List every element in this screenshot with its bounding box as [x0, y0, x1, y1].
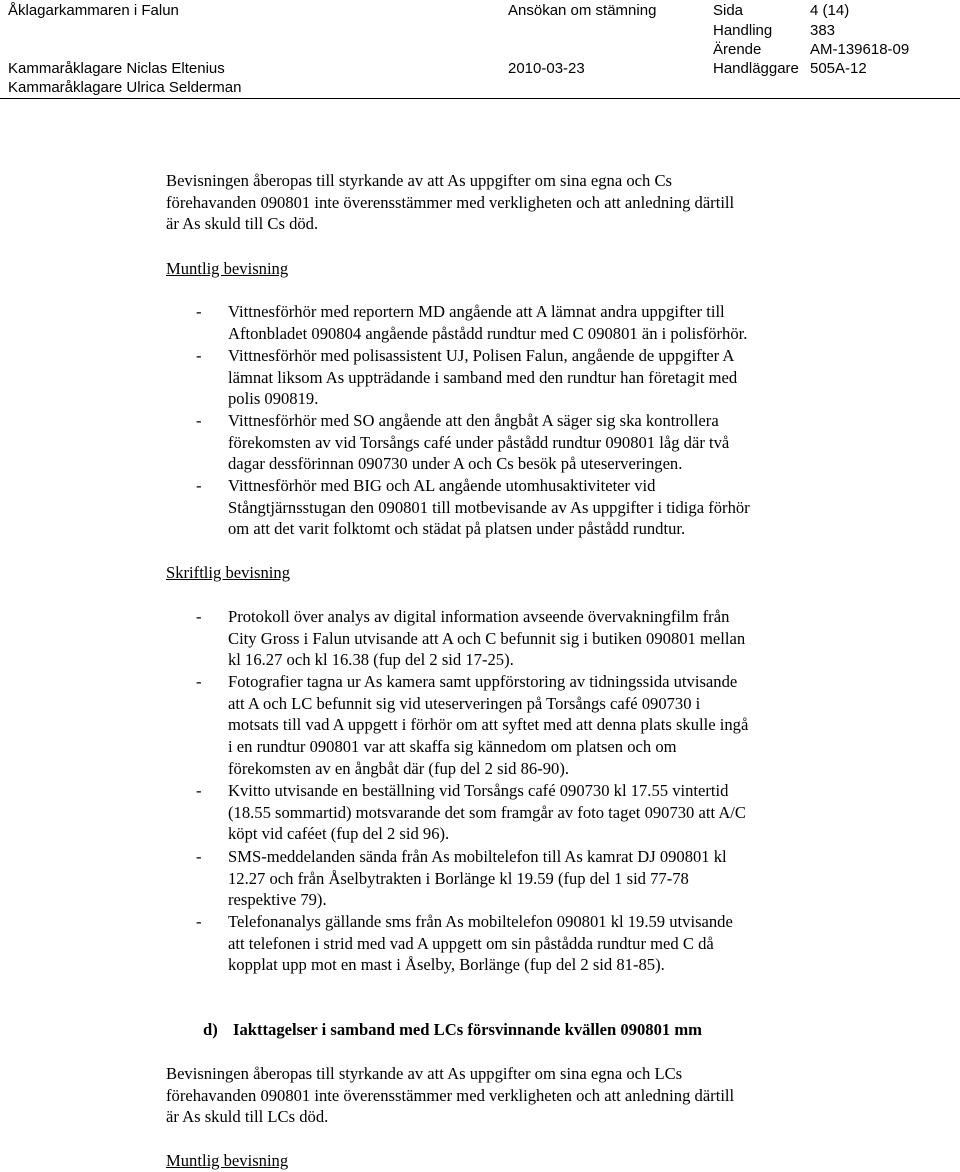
handler-label: Handläggare	[713, 60, 799, 77]
list-dash: -	[196, 847, 202, 866]
header-divider	[0, 98, 960, 99]
oral-evidence-heading: Muntlig bevisning	[166, 259, 289, 278]
written-evidence-heading: Skriftlig bevisning	[166, 563, 290, 582]
list-dash: -	[196, 781, 202, 800]
intro-line-1: Bevisningen åberopas till styrkande av att As uppgifter om sina egna och Cs	[166, 171, 673, 190]
org-name: Åklagarkammaren i Falun	[8, 2, 179, 19]
list-dash: -	[196, 302, 202, 321]
case-label: Ärende	[713, 41, 762, 58]
section-d-title: Iakttagelser i samband med LCs försvinnande kvällen 090801 mm	[233, 1020, 702, 1039]
page-value: 4 (14)	[810, 2, 850, 19]
list-dash: -	[196, 476, 202, 495]
section-d-line-1: Bevisningen åberopas till styrkande av att As uppgifter om sina egna och LCs	[166, 1064, 683, 1083]
handling-value: 383	[810, 22, 836, 39]
list-dash: -	[196, 607, 202, 626]
section-d-line-3: är As skuld till LCs död.	[166, 1107, 329, 1127]
prosecutor-1: Kammaråklagare Niclas Eltenius	[8, 60, 225, 77]
list-dash: -	[196, 411, 202, 430]
section-d-line-2: förehavanden 090801 inte överensstämmer med verkligheten och att anledning därtill	[166, 1085, 735, 1105]
handling-label: Handling	[713, 22, 773, 39]
handler-value: 505A-12	[810, 60, 867, 77]
doc-type: Ansökan om stämning	[508, 2, 657, 19]
list-dash: -	[196, 912, 202, 931]
page-label: Sida	[713, 2, 744, 19]
section-d-label: d)	[203, 1020, 218, 1039]
intro-line-3: är As skuld till Cs död.	[166, 214, 319, 234]
section-d-oral-heading: Muntlig bevisning	[166, 1151, 289, 1170]
list-dash: -	[196, 346, 202, 365]
list-dash: -	[196, 672, 202, 691]
case-number: AM-139618-09	[810, 41, 910, 58]
prosecutor-2: Kammaråklagare Ulrica Selderman	[8, 79, 242, 96]
document-date: 2010-03-23	[508, 60, 585, 77]
intro-line-2: förehavanden 090801 inte överensstämmer med verkligheten och att anledning därtill	[166, 192, 735, 212]
